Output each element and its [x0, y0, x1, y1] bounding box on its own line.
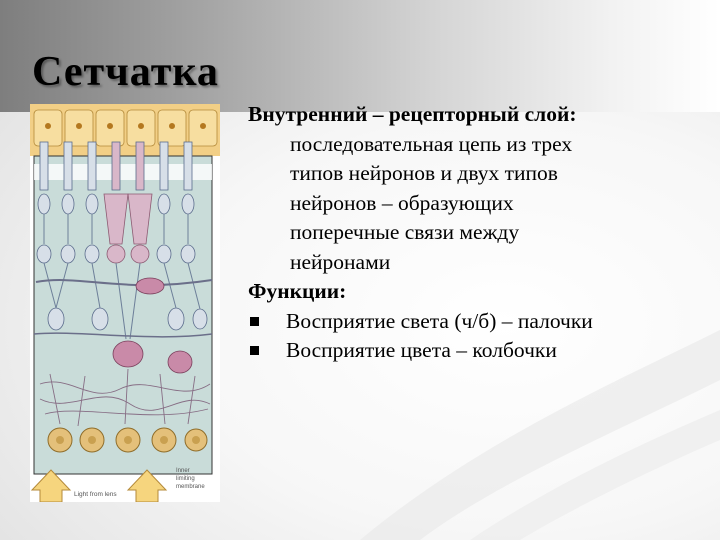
description-line: поперечные связи между — [290, 220, 520, 244]
function-text: Восприятие цвета – колбочки — [286, 338, 557, 362]
function-item — [248, 336, 708, 366]
description-line: последовательная цепь из трех — [290, 131, 573, 156]
square-bullet-icon — [250, 317, 259, 326]
caption-membrane-3: membrane — [176, 484, 205, 490]
function-text: Восприятие света (ч/б) – палочки — [286, 308, 593, 333]
function-item — [248, 307, 708, 337]
description-line: нейронов – образующих — [290, 190, 514, 215]
square-bullet-icon — [250, 346, 259, 355]
caption-membrane-2: limiting — [176, 476, 195, 482]
description-line: нейронами — [290, 249, 391, 274]
light-arrow-left — [32, 470, 70, 502]
retina-figure — [30, 104, 220, 502]
caption-light: Light from lens — [74, 491, 117, 498]
slide-content — [248, 100, 708, 366]
description-line: типов нейронов и двух типов — [290, 161, 558, 185]
light-arrow-right — [128, 470, 166, 502]
retina-illustration — [30, 104, 220, 502]
caption-membrane-1: Inner — [176, 468, 190, 474]
content-heading: Внутренний – рецепторный слой: — [248, 102, 577, 126]
functions-heading: Функции: — [248, 279, 347, 303]
slide-title: Сетчатка — [32, 49, 219, 95]
